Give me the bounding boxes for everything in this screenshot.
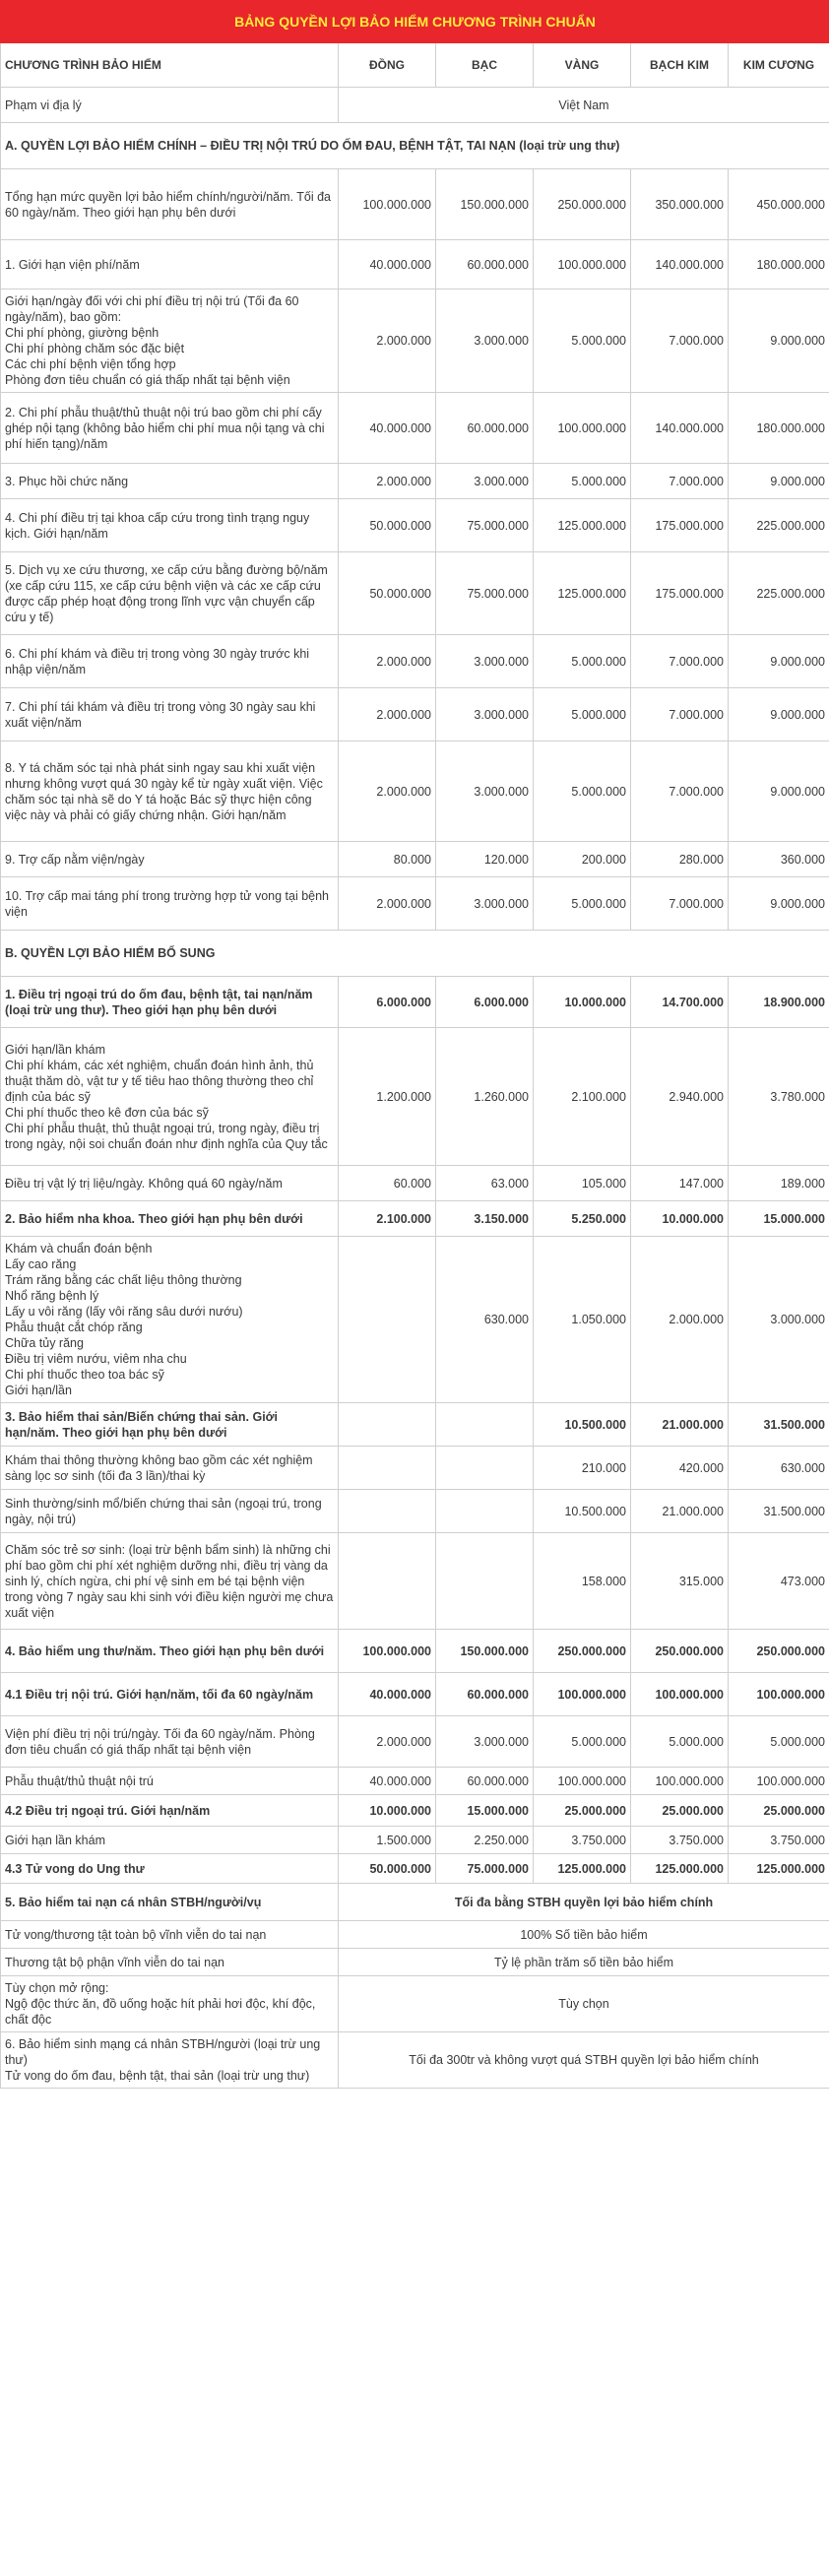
header-program: CHƯƠNG TRÌNH BẢO HIỂM [1,43,339,88]
row-value: 75.000.000 [436,552,534,635]
table-row [1,1854,829,1884]
row-value: 2.250.000 [436,1827,534,1854]
row-label: Khám thai thông thường không bao gồm các xét nghiệm sàng lọc sơ sinh (tối đa 3 lần)/thai kỳ [1,1447,339,1490]
header-dong: ĐỒNG [339,43,436,88]
row-value: 9.000.000 [729,464,829,499]
row-value: 189.000 [729,1166,829,1201]
row-value: 25.000.000 [631,1795,729,1827]
table-row [1,1795,829,1827]
row-value: 100.000.000 [339,169,436,240]
table-row [1,1716,829,1768]
row-value: 3.000.000 [729,1237,829,1403]
row-value: 360.000 [729,842,829,877]
header-bach-kim: BẠCH KIM [631,43,729,88]
row-value: 60.000 [339,1166,436,1201]
row-label: Điều trị vật lý trị liệu/ngày. Không quá 60 ngày/năm [1,1166,339,1201]
row-value: 75.000.000 [436,499,534,552]
header-row [1,43,829,88]
section-a-title: A. QUYỀN LỢI BẢO HIỂM CHÍNH – ĐIỀU TRỊ NỘI TRÚ DO ỐM ĐAU, BỆNH TẬT, TAI NẠN (loại trừ ung thư) [1,123,829,169]
row-value: 3.150.000 [436,1201,534,1237]
row-value: 7.000.000 [631,290,729,393]
row-label: 2. Chi phí phẫu thuật/thủ thuật nội trú bao gồm chi phí cấy ghép nội tạng (không bảo hiểm chi phí mua nội tạng và chi phí hiến tạng)/năm [1,393,339,464]
row-value: 125.000.000 [729,1854,829,1884]
row-label: Tử vong/thương tật toàn bộ vĩnh viễn do tai nạn [1,1921,339,1949]
table-row [1,1768,829,1795]
title-row [1,1,829,43]
row-label: 4.2 Điều trị ngoại trú. Giới hạn/năm [1,1795,339,1827]
row-value: 21.000.000 [631,1490,729,1533]
row-label: Phẫu thuật/thủ thuật nội trú [1,1768,339,1795]
row-value [339,1237,436,1403]
row-value: 100.000.000 [729,1768,829,1795]
table-row [1,1237,829,1403]
row-value: 9.000.000 [729,635,829,688]
row-value: 10.000.000 [534,977,631,1028]
row-value: 630.000 [729,1447,829,1490]
row-value: 7.000.000 [631,688,729,741]
row-value: 100.000.000 [534,1673,631,1716]
row-label: 4.3 Tử vong do Ung thư [1,1854,339,1884]
scope-row [1,88,829,123]
row-label: 7. Chi phí tái khám và điều trị trong vòng 30 ngày sau khi xuất viện/năm [1,688,339,741]
table-row [1,1673,829,1716]
row-value: 2.100.000 [534,1028,631,1166]
table-row [1,1827,829,1854]
row-value: 50.000.000 [339,552,436,635]
row-label: 5. Bảo hiểm tai nạn cá nhân STBH/người/vụ [1,1884,339,1921]
header-vang: VÀNG [534,43,631,88]
row-value: 250.000.000 [534,1630,631,1673]
row-label: 4.1 Điều trị nội trú. Giới hạn/năm, tối đa 60 ngày/năm [1,1673,339,1716]
row-value: 5.000.000 [534,688,631,741]
row-value: 10.000.000 [631,1201,729,1237]
row-value: 15.000.000 [436,1795,534,1827]
row-label: Viện phí điều trị nội trú/ngày. Tối đa 60 ngày/năm. Phòng đơn tiêu chuẩn có giá thấp nhất tại bệnh viện [1,1716,339,1768]
row-value: 3.780.000 [729,1028,829,1166]
row-value: 1.200.000 [339,1028,436,1166]
row-label: Giới hạn lần khám [1,1827,339,1854]
section-b-title: B. QUYỀN LỢI BẢO HIỂM BỔ SUNG [1,931,829,977]
row-value: 18.900.000 [729,977,829,1028]
row-value: 5.000.000 [534,1716,631,1768]
row-value: 21.000.000 [631,1403,729,1447]
header-kim-cuong: KIM CƯƠNG [729,43,829,88]
row-label: 6. Bảo hiểm sinh mạng cá nhân STBH/người (loại trừ ung thư) Tử vong do ốm đau, bệnh tật, thai sản (loại trừ ung thư) [1,2032,339,2089]
row-value: 60.000.000 [436,1673,534,1716]
row-value [339,1403,436,1447]
table-row [1,1490,829,1533]
row-value: 180.000.000 [729,240,829,290]
row-value: 75.000.000 [436,1854,534,1884]
row-value: 225.000.000 [729,499,829,552]
row-value: 630.000 [436,1237,534,1403]
table-row [1,393,829,464]
row-value: 6.000.000 [339,977,436,1028]
row-value: 450.000.000 [729,169,829,240]
row-value: 125.000.000 [631,1854,729,1884]
table-row [1,2032,829,2089]
table-row [1,977,829,1028]
row-value [436,1447,534,1490]
table-row [1,1166,829,1201]
row-value [339,1447,436,1490]
row-merged-value: Tối đa bằng STBH quyền lợi bảo hiểm chính [339,1884,829,1921]
row-value: 80.000 [339,842,436,877]
row-value: 9.000.000 [729,688,829,741]
row-value [339,1533,436,1630]
row-value: 5.000.000 [534,635,631,688]
table-row [1,240,829,290]
row-value: 100.000.000 [729,1673,829,1716]
row-value: 60.000.000 [436,240,534,290]
row-label: Chăm sóc trẻ sơ sinh: (loại trừ bệnh bẩm sinh) là những chi phí bao gồm chi phí xét nghiệm dưỡng nhi, điều trị vàng da sinh lý, chích ngừa, chi phí vệ sinh em bé tại bệnh viện trong vòng 7 ngày sau khi sinh với điều kiện người mẹ chưa xuất viện [1,1533,339,1630]
row-label: 9. Trợ cấp nằm viện/ngày [1,842,339,877]
row-value: 2.100.000 [339,1201,436,1237]
row-value [436,1490,534,1533]
row-value: 158.000 [534,1533,631,1630]
row-value: 60.000.000 [436,1768,534,1795]
table-row [1,1949,829,1976]
row-label: Giới hạn/ngày đối với chi phí điều trị nội trú (Tối đa 60 ngày/năm), bao gồm: Chi phí phòng, giường bệnh Chi phí phòng chăm sóc đặc biệt Các chi phí bệnh viện tổng hợp Phòng đơn tiêu chuẩn có giá thấp nhất tại bệnh viện [1,290,339,393]
row-value: 2.000.000 [631,1237,729,1403]
row-label: 8. Y tá chăm sóc tại nhà phát sinh ngay sau khi xuất viện nhưng không vượt quá 30 ngày kể từ ngày xuất viện. Việc chăm sóc tại nhà sẽ do Y tá hoặc Bác sỹ thực hiện công việc này và phải có giấy chứng nhận. Giới hạn/năm [1,741,339,842]
row-value: 5.000.000 [631,1716,729,1768]
row-value: 40.000.000 [339,393,436,464]
row-value: 9.000.000 [729,741,829,842]
row-value: 40.000.000 [339,240,436,290]
row-value: 140.000.000 [631,240,729,290]
row-value: 10.500.000 [534,1403,631,1447]
row-value [339,1490,436,1533]
row-value: 1.050.000 [534,1237,631,1403]
row-value: 7.000.000 [631,635,729,688]
row-value: 180.000.000 [729,393,829,464]
row-label: 3. Phục hồi chức năng [1,464,339,499]
row-value: 150.000.000 [436,1630,534,1673]
row-label: 10. Trợ cấp mai táng phí trong trường hợp tử vong tại bệnh viện [1,877,339,931]
row-value: 125.000.000 [534,552,631,635]
row-value: 3.000.000 [436,877,534,931]
table-row [1,1630,829,1673]
row-value: 7.000.000 [631,464,729,499]
row-value: 5.000.000 [534,290,631,393]
row-value: 2.000.000 [339,635,436,688]
row-label: 4. Chi phí điều trị tại khoa cấp cứu trong tình trạng nguy kịch. Giới hạn/năm [1,499,339,552]
row-value: 2.000.000 [339,741,436,842]
row-value: 50.000.000 [339,1854,436,1884]
row-value: 125.000.000 [534,1854,631,1884]
table-row [1,741,829,842]
page-title: BẢNG QUYỀN LỢI BẢO HIỂM CHƯƠNG TRÌNH CHUẨN [1,1,829,43]
row-label: 3. Bảo hiểm thai sản/Biến chứng thai sản. Giới hạn/năm. Theo giới hạn phụ bên dưới [1,1403,339,1447]
scope-label: Phạm vi địa lý [1,88,339,123]
table-row [1,688,829,741]
row-value [436,1403,534,1447]
table-row [1,1921,829,1949]
row-value: 250.000.000 [534,169,631,240]
row-value: 2.000.000 [339,1716,436,1768]
table-row [1,169,829,240]
row-value: 3.750.000 [631,1827,729,1854]
row-value: 6.000.000 [436,977,534,1028]
row-label: Giới hạn/lần khám Chi phí khám, các xét nghiệm, chuẩn đoán hình ảnh, thủ thuật thăm dò, vật tư y tế tiêu hao thông thường theo chỉ định của bác sỹ Chi phí thuốc theo kê đơn của bác sỹ Chi phí phẫu thuật, thủ thuật ngoại trú, trong ngày, điều trị trong ngày, nội soi chuẩn đoán như định nghĩa của Quy tắc [1,1028,339,1166]
table-row [1,842,829,877]
row-value: 100.000.000 [534,240,631,290]
row-label: 4. Bảo hiểm ung thư/năm. Theo giới hạn phụ bên dưới [1,1630,339,1673]
row-value: 105.000 [534,1166,631,1201]
row-value: 125.000.000 [534,499,631,552]
row-label: 1. Điều trị ngoại trú do ốm đau, bệnh tật, tai nạn/năm (loại trừ ung thư). Theo giới hạn phụ bên dưới [1,977,339,1028]
row-value: 40.000.000 [339,1673,436,1716]
row-value: 150.000.000 [436,169,534,240]
row-value: 3.000.000 [436,1716,534,1768]
row-value: 140.000.000 [631,393,729,464]
row-value: 5.000.000 [534,877,631,931]
table-row [1,290,829,393]
row-value: 31.500.000 [729,1490,829,1533]
row-value: 473.000 [729,1533,829,1630]
table-row [1,1533,829,1630]
row-value: 120.000 [436,842,534,877]
row-value: 2.940.000 [631,1028,729,1166]
row-value: 250.000.000 [729,1630,829,1673]
row-value: 3.000.000 [436,688,534,741]
row-value: 100.000.000 [534,1768,631,1795]
row-value: 225.000.000 [729,552,829,635]
header-bac: BẠC [436,43,534,88]
row-value: 5.000.000 [534,464,631,499]
table-row [1,552,829,635]
row-value: 63.000 [436,1166,534,1201]
row-value: 9.000.000 [729,877,829,931]
row-label: Tổng hạn mức quyền lợi bảo hiểm chính/người/năm. Tối đa 60 ngày/năm. Theo giới hạn phụ bên dưới [1,169,339,240]
row-value: 15.000.000 [729,1201,829,1237]
row-merged-value: Tối đa 300tr và không vượt quá STBH quyền lợi bảo hiểm chính [339,2032,829,2089]
table-row [1,1976,829,2032]
table-row [1,635,829,688]
row-label: 6. Chi phí khám và điều trị trong vòng 30 ngày trước khi nhập viện/năm [1,635,339,688]
row-value: 175.000.000 [631,499,729,552]
row-value: 3.000.000 [436,290,534,393]
row-value: 5.000.000 [534,741,631,842]
row-merged-value: Tỷ lệ phần trăm số tiền bảo hiểm [339,1949,829,1976]
row-label: 5. Dịch vụ xe cứu thương, xe cấp cứu bằng đường bộ/năm (xe cấp cứu 115, xe cấp cứu bệnh viện và các xe cấp cứu được cấp phép hoạt động trong lĩnh vực vận chuyển cấp cứu y tế) [1,552,339,635]
row-value: 31.500.000 [729,1403,829,1447]
scope-value: Việt Nam [339,88,829,123]
row-value: 1.260.000 [436,1028,534,1166]
row-label: 2. Bảo hiểm nha khoa. Theo giới hạn phụ bên dưới [1,1201,339,1237]
table-row [1,1028,829,1166]
row-value: 100.000.000 [631,1768,729,1795]
row-value: 420.000 [631,1447,729,1490]
row-value: 2.000.000 [339,877,436,931]
row-value: 25.000.000 [534,1795,631,1827]
row-value: 14.700.000 [631,977,729,1028]
row-value: 147.000 [631,1166,729,1201]
row-value: 7.000.000 [631,741,729,842]
section-b-row [1,931,829,977]
row-merged-value: Tùy chọn [339,1976,829,2032]
row-label: Sinh thường/sinh mổ/biến chứng thai sản (ngoại trú, trong ngày, nội trú) [1,1490,339,1533]
row-label: 1. Giới hạn viện phí/năm [1,240,339,290]
row-value: 3.000.000 [436,464,534,499]
row-value: 10.500.000 [534,1490,631,1533]
table-row [1,877,829,931]
row-value: 60.000.000 [436,393,534,464]
row-value: 3.000.000 [436,635,534,688]
row-value: 100.000.000 [339,1630,436,1673]
row-value: 175.000.000 [631,552,729,635]
row-value: 1.500.000 [339,1827,436,1854]
row-value: 10.000.000 [339,1795,436,1827]
table-row [1,1884,829,1921]
row-value: 210.000 [534,1447,631,1490]
row-value: 2.000.000 [339,688,436,741]
row-value: 2.000.000 [339,290,436,393]
row-value: 200.000 [534,842,631,877]
section-a-row [1,123,829,169]
table-row [1,1447,829,1490]
row-value: 3.750.000 [729,1827,829,1854]
row-value: 3.000.000 [436,741,534,842]
row-value: 7.000.000 [631,877,729,931]
row-value: 280.000 [631,842,729,877]
table-row [1,499,829,552]
row-value: 40.000.000 [339,1768,436,1795]
row-value: 2.000.000 [339,464,436,499]
row-value: 50.000.000 [339,499,436,552]
table-row [1,464,829,499]
row-value: 350.000.000 [631,169,729,240]
table-row [1,1201,829,1237]
row-label: Khám và chuẩn đoán bệnh Lấy cao răng Trám răng bằng các chất liệu thông thường Nhổ răng bệnh lý Lấy u vôi răng (lấy vôi răng sâu dưới nướu) Phẫu thuật cắt chóp răng Chữa tủy răng Điều trị viêm nướu, viêm nha chu Chi phí thuốc theo toa bác sỹ Giới hạn/lần [1,1237,339,1403]
row-value: 5.000.000 [729,1716,829,1768]
row-merged-value: 100% Số tiền bảo hiểm [339,1921,829,1949]
row-value: 100.000.000 [534,393,631,464]
row-value: 250.000.000 [631,1630,729,1673]
row-value: 100.000.000 [631,1673,729,1716]
row-value: 3.750.000 [534,1827,631,1854]
row-value: 25.000.000 [729,1795,829,1827]
row-value: 5.250.000 [534,1201,631,1237]
row-value: 315.000 [631,1533,729,1630]
row-value: 9.000.000 [729,290,829,393]
row-value [436,1533,534,1630]
row-label: Tùy chọn mở rộng: Ngộ độc thức ăn, đồ uống hoặc hít phải hơi độc, khí độc, chất độc [1,1976,339,2032]
row-label: Thương tật bộ phận vĩnh viễn do tai nạn [1,1949,339,1976]
table-row [1,1403,829,1447]
